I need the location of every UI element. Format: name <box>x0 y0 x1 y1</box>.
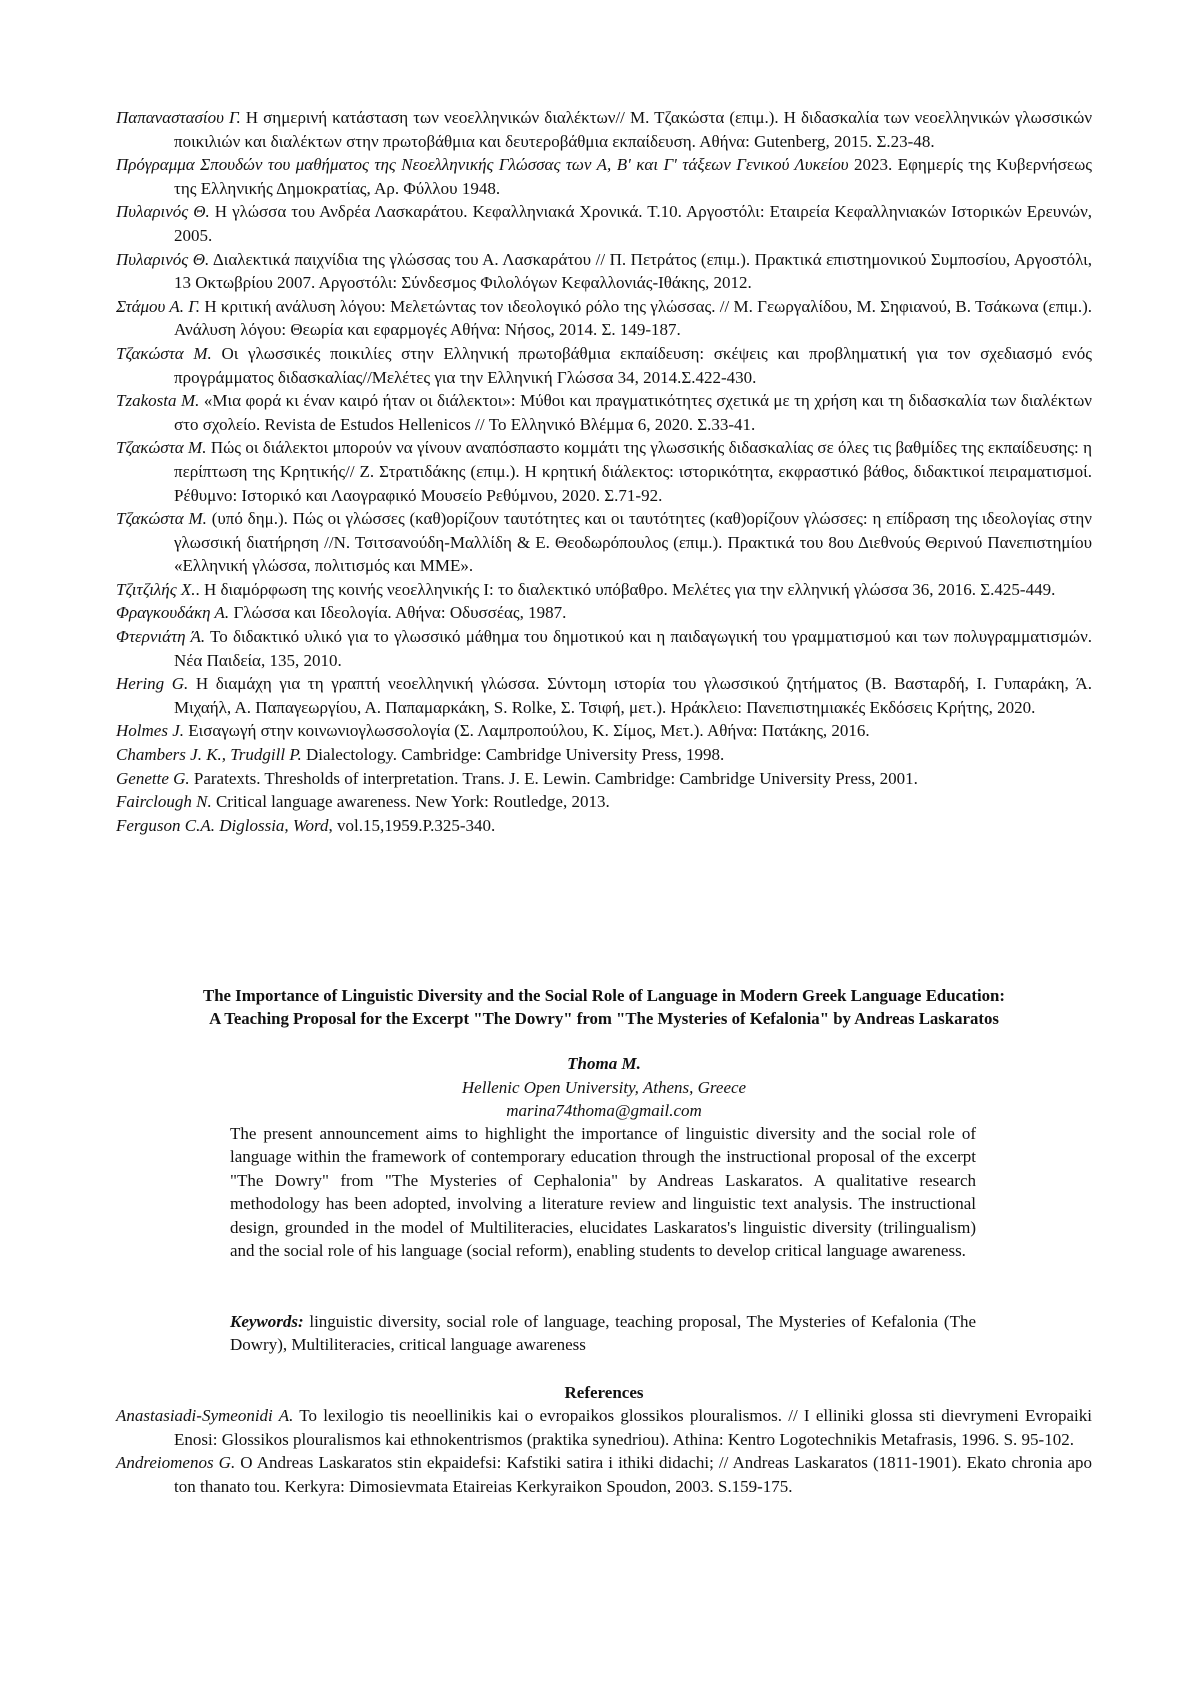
reference-entry <box>116 601 1092 625</box>
reference-author: Πρόγραμμα Σπουδών του μαθήματος της Νεοελληνικής Γλώσσας των Α, Β' και Γ' τάξεων Γενικού Λυκείου <box>116 155 849 175</box>
reference-author: Τζιτζιλής Χ. <box>116 579 196 599</box>
reference-text: Διαλεκτικά παιχνίδια της γλώσσας του Α. Λασκαράτου // Π. Πετράτος (επιμ.). Πρακτικά επιστημονικού Συμποσίου, Αργοστόλι, 13 Οκτωβρίου 2007. Αργοστόλι: Σύνδεσμος Φιλολόγων Κεφαλλονιάς-Ιθάκης, 2012. <box>174 249 1092 293</box>
reference-author: Genette G. <box>116 768 190 788</box>
reference-author: Τζακώστα Μ. <box>116 438 207 458</box>
reference-entry <box>116 436 1092 507</box>
reference-text: Πώς οι διάλεκτοι μπορούν να γίνουν αναπόσπαστο κομμάτι της γλωσσικής διδασκαλίας σε όλες τις βαθμίδες της εκπαίδευσης: η περίπτωση της Κρητικής// Ζ. Στρατιδάκης (επιμ.). Η κρητική διάλεκτος: ιστορικότητα, εκφραστικό βάθος, διδακτικοί πειραματισμοί. Ρέθυμνο: Ιστορικό και Λαογραφικό Μουσείο Ρεθύμνου, 2020. Σ.71-92. <box>174 438 1092 505</box>
reference-text: To lexilogio tis neoellinikis kai o evropaikos glossikos plouralismos. // I elliniki glossa sti dievrymeni Evropaiki Enosi: Glossikos plouralismos kai ethnokentrismos (praktika synedriou). Athina: Kentro Logotechnikis Metafrasis, 1996. S. 95-102. <box>174 1406 1092 1449</box>
reference-entry <box>116 767 1092 791</box>
reference-author: Chambers J. K., Trudgill P. <box>116 745 302 765</box>
reference-list-bottom <box>116 1404 1092 1498</box>
article-title-line-2: A Teaching Proposal for the Excerpt "The Dowry" from "The Mysteries of Kefalonia" by Andreas Laskaratos <box>209 1009 999 1028</box>
reference-author: Anastasiadi-Symeonidi A. <box>116 1406 294 1425</box>
author-name: Thoma M. <box>567 1054 641 1073</box>
reference-author: Πυλαρινός Θ. <box>116 249 210 269</box>
reference-entry <box>116 342 1092 389</box>
reference-entry <box>116 153 1092 200</box>
reference-author: Fairclough N. <box>116 792 212 812</box>
reference-text: Η γλώσσα του Ανδρέα Λασκαράτου. Κεφαλληνιακά Χρονικά. Τ.10. Αργοστόλι: Εταιρεία Κεφαλληνιακών Ιστορικών Ερευνών, 2005. <box>174 202 1093 245</box>
author-affiliation: Hellenic Open University, Athens, Greece <box>461 1077 747 1097</box>
reference-text: O Andreas Laskaratos stin ekpaidefsi: Kafstiki satira i ithiki didachi; // Andreas Laskaratos (1811-1901). Ekato chronia apo ton thanato tou. Kerkyra: Dimosievmata Etaireias Kerkyraikon Spoudon, 2003. S.159-175. <box>174 1453 1092 1496</box>
article-title-line-1: The Importance of Linguistic Diversity and the Social Role of Language in Modern Greek Language Education: <box>203 986 1005 1005</box>
reference-entry <box>116 200 1092 247</box>
reference-text: Critical language awareness. New York: Routledge, 2013. <box>211 792 610 812</box>
reference-entry <box>116 814 1092 838</box>
reference-text: Γλώσσα και Ιδεολογία. Αθήνα: Οδυσσέας, 1987. <box>229 603 567 623</box>
reference-text: , vol.15,1959.P.325-340. <box>328 815 496 835</box>
reference-entry <box>116 790 1092 814</box>
reference-entry <box>116 295 1092 342</box>
reference-entry <box>116 1404 1092 1451</box>
reference-text: Η κριτική ανάλυση λόγου: Μελετώντας τον ιδεολογικό ρόλο της γλώσσας. // Μ. Γεωργαλίδου, Μ. Σηφιανού, Β. Τσάκωνα (επιμ.). Ανάλυση λόγου: Θεωρία και εφαρμογές Αθήνα: Νήσος, 2014. Σ. 149-187. <box>174 296 1092 340</box>
reference-text: (υπό δημ.). Πώς οι γλώσσες (καθ)ορίζουν ταυτότητες και οι ταυτότητες (καθ)ορίζουν γλώσσες: η επίδραση της ιδεολογίας στην γλωσσική διατήρηση //Ν. Τσιτσανούδη-Μαλλίδη & Ε. Θεοδωρόπουλος (επιμ.). Πρακτικά του 8ου Διεθνούς Θερινού Πανεπιστημίου «Ελληνική γλώσσα, πολιτισμός και ΜΜΕ». <box>174 509 1092 576</box>
reference-author: Φραγκουδάκη Α. <box>116 603 230 623</box>
references-heading: References <box>564 1383 644 1402</box>
reference-author: Hering G. <box>116 674 189 694</box>
reference-author: Ferguson C.A. Diglossia, Word <box>116 815 329 835</box>
reference-entry <box>116 106 1092 153</box>
keywords-label: Keywords: <box>230 1312 304 1331</box>
reference-text: 2023. Εφημερίς της Κυβερνήσεως της Ελληνικής Δημοκρατίας, Αρ. Φύλλου 1948. <box>174 155 1092 198</box>
reference-entry <box>116 507 1092 578</box>
reference-text: Η διαμάχη για τη γραπτή νεοελληνική γλώσσα. Σύντομη ιστορία του γλωσσικού ζητήματος (Β. Βασταρδή, Ι. Γυπαράκη, Ά. Μιχαήλ, Α. Παπαγεωργίου, Α. Παπαμαρκάκη, S. Rolke, Σ. Τσιφή, μετ.). Ηράκλειο: Πανεπιστημιακές Εκδόσεις Κρήτης, 2020. <box>174 674 1092 717</box>
abstract-text: The present announcement aims to highlight the importance of linguistic diversity and the social role of language within the framework of contemporary education through the instructional proposal of the excerpt "The Dowry" from "The Mysteries of Cephalonia" by Andreas Laskaratos. A qualitative research methodology has been adopted, involving a literature review and linguistic text analysis. The instructional design, grounded in the model of Multiliteracies, elucidates Laskaratos's linguistic diversity (trilingualism) and the social role of his language (social reform), enabling students to develop critical language awareness. <box>230 1124 976 1261</box>
reference-author: Holmes J. <box>116 721 184 741</box>
reference-text: Paratexts. Thresholds of interpretation. Trans. J. E. Lewin. Cambridge: Cambridge University Press, 2001. <box>189 768 918 788</box>
reference-entry <box>116 1451 1092 1498</box>
reference-text: . Η διαμόρφωση της κοινής νεοελληνικής Ι: το διαλεκτικό υπόβαθρο. Μελέτες για την ελληνική γλώσσα 36, 2016. Σ.425-449. <box>195 579 1056 599</box>
reference-entry <box>116 625 1092 672</box>
reference-entry <box>116 248 1092 295</box>
reference-entry <box>116 389 1092 436</box>
reference-text: Οι γλωσσικές ποικιλίες στην Ελληνική πρωτοβάθμια εκπαίδευση: σκέψεις και προβληματική για τον σχεδιασμό ενός προγράμματος διδασκαλίας//Μελέτες για την Ελληνική Γλώσσα 34, 2014.Σ.422-430. <box>174 343 1092 387</box>
reference-list-top <box>116 106 1092 837</box>
reference-author: Andreiomenos G. <box>116 1453 236 1473</box>
keywords-text: linguistic diversity, social role of language, teaching proposal, The Mysteries of Kefalonia (The Dowry), Multiliteracies, critical language awareness <box>230 1312 976 1355</box>
reference-entry <box>116 743 1092 767</box>
reference-author: Φτερνιάτη Ά. <box>116 627 206 647</box>
reference-author: Πυλαρινός Θ. <box>116 202 210 222</box>
reference-author: Tzakosta M. <box>116 391 200 411</box>
reference-text: Εισαγωγή στην κοινωνιογλωσσολογία (Σ. Λαμπροπούλου, Κ. Σίμος, Μετ.). Αθήνα: Πατάκης, 2016. <box>183 721 870 741</box>
reference-entry <box>116 719 1092 743</box>
reference-entry <box>116 578 1092 602</box>
reference-author: Παπαναστασίου Γ. <box>116 108 241 127</box>
reference-text: Το διδακτικό υλικό για το γλωσσικό μάθημα του δημοτικού και η παιδαγωγική του γραμματισμού και των πολυγραμματισμών. Νέα Παιδεία, 135, 2010. <box>174 627 1093 670</box>
article-title <box>116 984 1092 1030</box>
reference-author: Στάμου Α. Γ. <box>116 296 201 316</box>
reference-text: «Μια φορά κι έναν καιρό ήταν οι διάλεκτοι»: Μύθοι και πραγματικότητες σχετικά με τη χρήση και τη διδασκαλία των διαλέκτων στο σχολείο. Revista de Estudos Hellenicos // Το Ελληνικό Βλέμμα 6, 2020. Σ.33-41. <box>174 391 1092 434</box>
keywords <box>230 1310 976 1357</box>
author-block <box>116 1052 1092 1123</box>
reference-text: Dialectology. Cambridge: Cambridge University Press, 1998. <box>301 745 725 765</box>
author-email: marina74thoma@gmail.com <box>506 1101 702 1121</box>
reference-entry <box>116 672 1092 719</box>
reference-text: Η σημερινή κατάσταση των νεοελληνικών διαλέκτων// Μ. Τζακώστα (επιμ.). Η διδασκαλία των νεοελληνικών γλωσσικών ποικιλιών και διαλέκτων στην πρωτοβάθμια και δευτεροβάθμια εκπαίδευση. Αθήνα: Gutenberg, 2015. Σ.23-48. <box>174 108 1093 151</box>
reference-author: Τζακώστα Μ. <box>116 509 207 529</box>
reference-author: Τζακώστα Μ. <box>116 343 212 363</box>
